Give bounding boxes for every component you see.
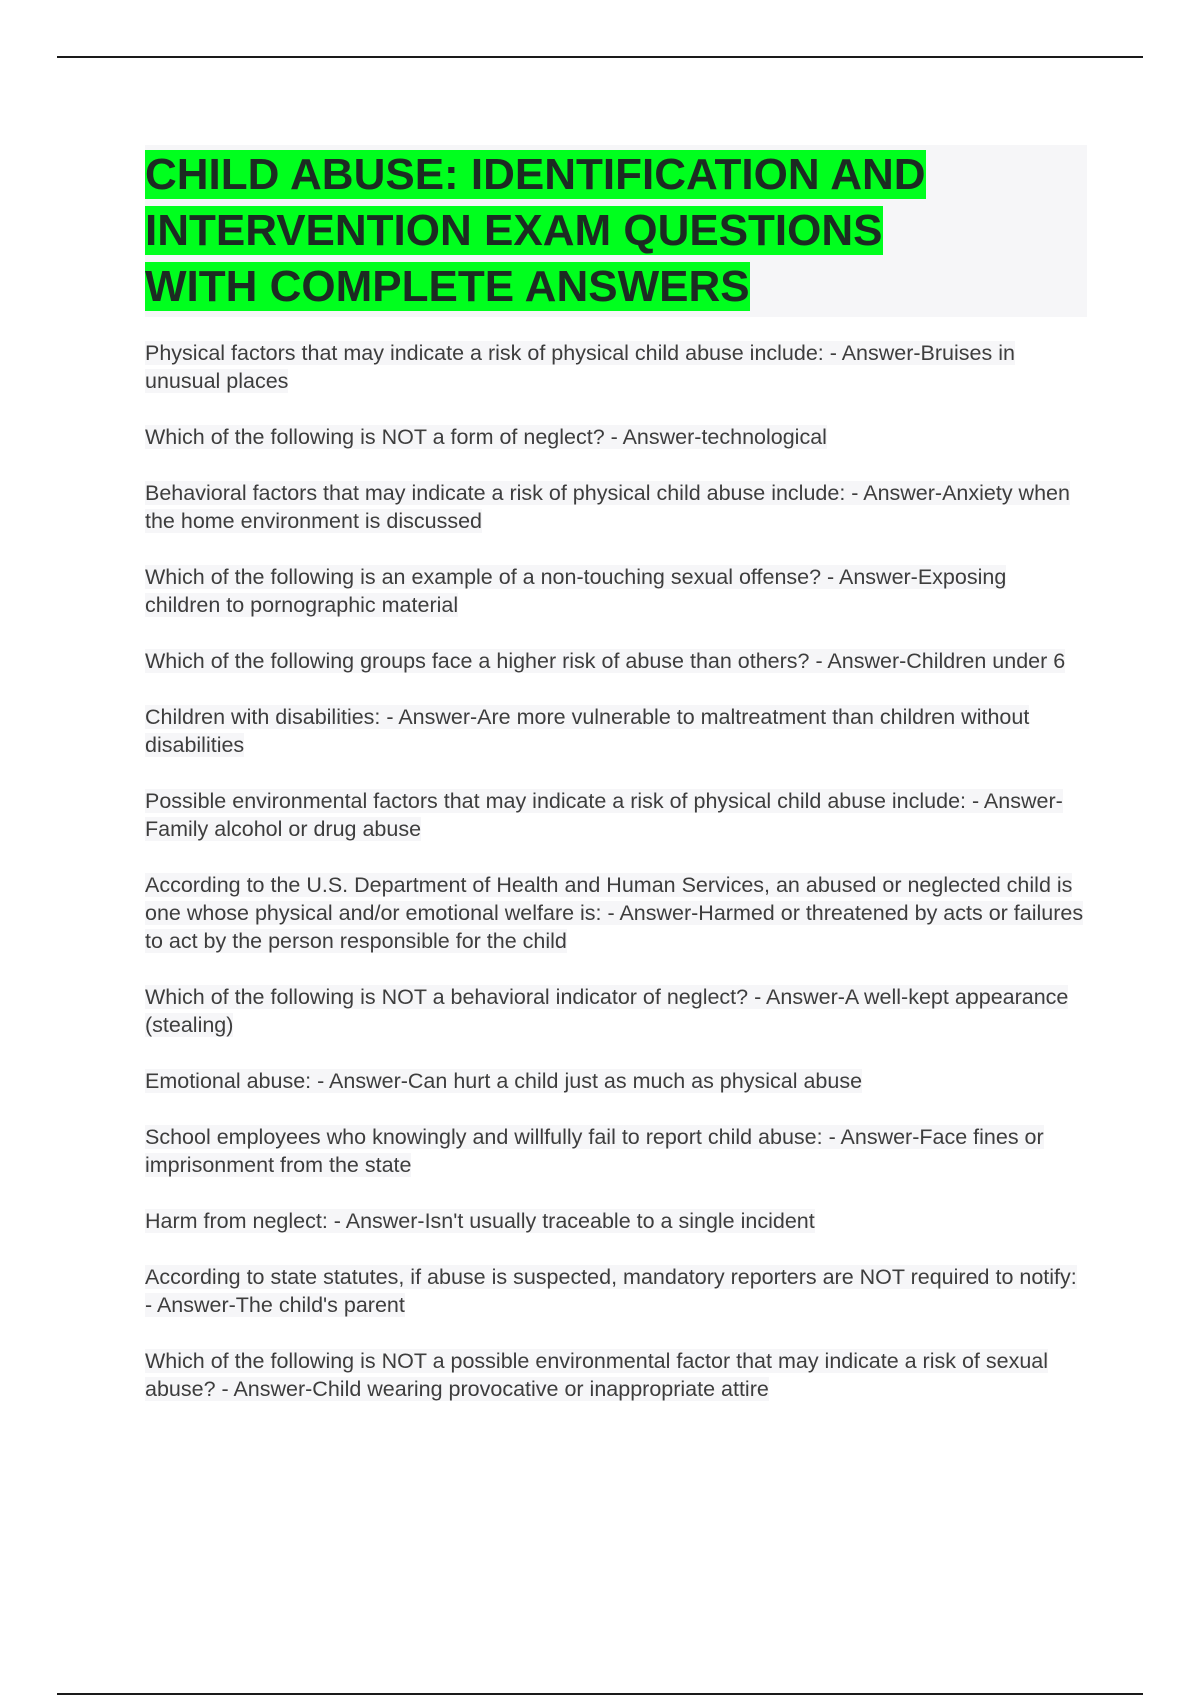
qa-item [145, 1347, 1087, 1403]
qa-item [145, 1263, 1087, 1319]
qa-text: Which of the following is an example of a non-touching sexual offense? - Answer-Exposing children to pornographic material [145, 565, 1007, 617]
qa-text: According to the U.S. Department of Health and Human Services, an abused or neglected child is one whose physical and/or emotional welfare is: - Answer-Harmed or threatened by acts or failures to act by the person responsible for the child [145, 873, 1084, 953]
header-rule [57, 56, 1143, 58]
qa-item [145, 703, 1087, 759]
title-line-2: INTERVENTION EXAM QUESTIONS [145, 206, 883, 255]
qa-item [145, 1067, 1087, 1095]
qa-text: Which of the following is NOT a behavioral indicator of neglect? - Answer-A well-kept appearance (stealing) [145, 985, 1069, 1037]
qa-text: Which of the following is NOT a form of neglect? - Answer-technological [145, 425, 827, 449]
qa-text: Possible environmental factors that may indicate a risk of physical child abuse include: - Answer-Family alcohol or drug abuse [145, 789, 1063, 841]
qa-item [145, 1123, 1087, 1179]
qa-text: Emotional abuse: - Answer-Can hurt a child just as much as physical abuse [145, 1069, 863, 1093]
qa-item [145, 479, 1087, 535]
title-block [145, 145, 1087, 317]
document-body [145, 145, 1087, 1431]
qa-item [145, 339, 1087, 395]
qa-text: Physical factors that may indicate a risk of physical child abuse include: - Answer-Bruises in unusual places [145, 341, 1015, 393]
qa-item [145, 871, 1087, 955]
qa-text: Children with disabilities: - Answer-Are more vulnerable to maltreatment than children without disabilities [145, 705, 1030, 757]
qa-item [145, 423, 1087, 451]
qa-item [145, 1207, 1087, 1235]
footer-rule [57, 1693, 1143, 1695]
qa-text: Behavioral factors that may indicate a risk of physical child abuse include: - Answer-Anxiety when the home environment is discussed [145, 481, 1070, 533]
document-title [145, 147, 1087, 315]
qa-text: Which of the following is NOT a possible environmental factor that may indicate a risk of sexual abuse? - Answer-Child wearing provocative or inappropriate attire [145, 1349, 1049, 1401]
qa-item [145, 983, 1087, 1039]
qa-text: Which of the following groups face a higher risk of abuse than others? - Answer-Children under 6 [145, 649, 1066, 673]
qa-text: School employees who knowingly and willfully fail to report child abuse: - Answer-Face fines or imprisonment from the state [145, 1125, 1044, 1177]
qa-item [145, 647, 1087, 675]
qa-item [145, 563, 1087, 619]
title-line-3: WITH COMPLETE ANSWERS [145, 262, 750, 311]
qa-text: According to state statutes, if abuse is suspected, mandatory reporters are NOT required to notify: - Answer-The child's parent [145, 1265, 1077, 1317]
qa-item [145, 787, 1087, 843]
title-line-1: CHILD ABUSE: IDENTIFICATION AND [145, 150, 926, 199]
qa-text: Harm from neglect: - Answer-Isn't usually traceable to a single incident [145, 1209, 815, 1233]
